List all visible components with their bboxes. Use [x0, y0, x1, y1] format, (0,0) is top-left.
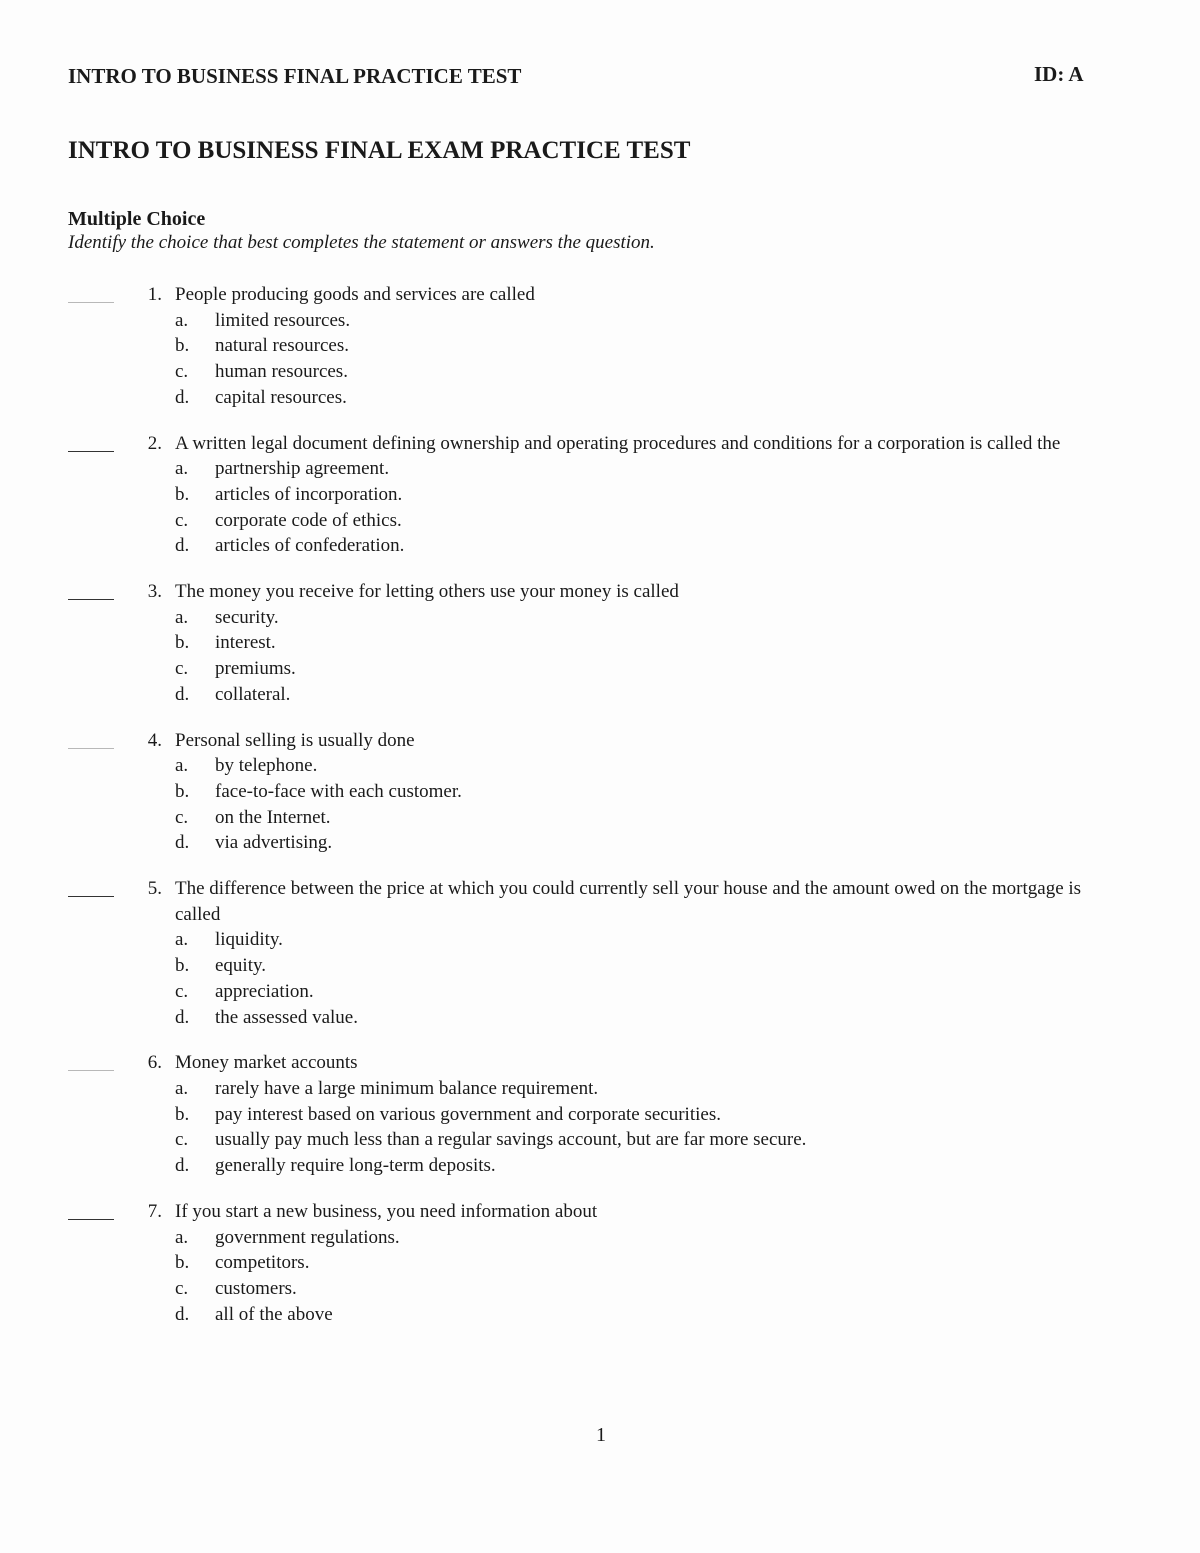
choice-a [175, 308, 1200, 334]
choice-text: competitors. [215, 1252, 310, 1274]
answer-blank[interactable] [68, 1070, 114, 1071]
choice-letter: c. [175, 1277, 189, 1299]
choice-letter: a. [175, 1077, 189, 1099]
choice-letter: b. [175, 955, 190, 977]
answer-blank[interactable] [68, 451, 114, 452]
question-2 [0, 431, 1200, 560]
choice-letter: c. [175, 806, 189, 828]
choice-c [175, 1276, 1200, 1302]
question-4 [0, 728, 1200, 857]
question-stem: If you start a new business, you need information about [175, 1200, 598, 1222]
choice-text: premiums. [215, 658, 296, 680]
choice-text: security. [215, 606, 279, 628]
choice-c [175, 805, 1200, 831]
question-number: 5. [147, 878, 162, 900]
question-3 [0, 579, 1200, 708]
choice-b [175, 953, 1200, 979]
choice-text: limited resources. [215, 309, 351, 331]
choice-letter: a. [175, 458, 189, 480]
choice-letter: b. [175, 780, 190, 802]
choice-c [175, 656, 1200, 682]
choice-text: face-to-face with each customer. [215, 780, 462, 802]
choice-text: interest. [215, 632, 276, 654]
choice-d [175, 830, 1200, 856]
choice-text: all of the above [215, 1303, 333, 1325]
choice-text: pay interest based on various government and corporate securities. [215, 1103, 721, 1125]
choice-d [175, 1005, 1200, 1031]
choice-b [175, 1102, 1200, 1128]
answer-blank[interactable] [68, 1219, 114, 1220]
question-6 [0, 1050, 1200, 1179]
choice-a [175, 1076, 1200, 1102]
choice-letter: c. [175, 361, 189, 383]
choice-text: by telephone. [215, 755, 318, 777]
choice-letter: d. [175, 683, 190, 705]
choice-text: capital resources. [215, 386, 347, 408]
header-id-label: ID: A [1034, 62, 1084, 86]
choice-text: the assessed value. [215, 1006, 358, 1028]
answer-blank[interactable] [68, 599, 114, 600]
answer-blank[interactable] [68, 748, 114, 749]
choice-text: equity. [215, 955, 267, 977]
choice-text: collateral. [215, 683, 291, 705]
choice-text: government regulations. [215, 1226, 400, 1248]
question-stem: The difference between the price at which you could currently sell your house and the amount owed on the mortgage is called [175, 878, 1082, 925]
choice-text: human resources. [215, 361, 348, 383]
question-stem: A written legal document defining ownership and operating procedures and conditions for a corporation is called the [175, 432, 1061, 454]
choice-text: natural resources. [215, 335, 349, 357]
choice-letter: c. [175, 658, 189, 680]
question-stem: Money market accounts [175, 1052, 358, 1074]
choice-letter: b. [175, 483, 190, 505]
choice-text: articles of incorporation. [215, 483, 403, 505]
question-7 [0, 1199, 1200, 1328]
question-number: 6. [147, 1052, 162, 1074]
section-instructions: Identify the choice that best completes the statement or answers the question. [68, 232, 655, 253]
choice-a [175, 927, 1200, 953]
question-1 [0, 282, 1200, 411]
choice-text: rarely have a large minimum balance requirement. [215, 1077, 599, 1099]
choice-b [175, 1250, 1200, 1276]
page-number: 1 [596, 1424, 606, 1446]
choice-letter: d. [175, 1303, 190, 1325]
choice-letter: a. [175, 606, 189, 628]
running-header: INTRO TO BUSINESS FINAL PRACTICE TEST [68, 64, 522, 88]
question-number: 7. [147, 1200, 162, 1222]
choice-d [175, 682, 1200, 708]
choice-text: via advertising. [215, 832, 333, 854]
choice-text: liquidity. [215, 929, 283, 951]
choice-letter: a. [175, 1226, 189, 1248]
question-number: 3. [147, 581, 162, 603]
question-stem: The money you receive for letting others use your money is called [175, 581, 679, 603]
choice-text: partnership agreement. [215, 458, 390, 480]
choice-letter: d. [175, 386, 190, 408]
choice-b [175, 779, 1200, 805]
choice-text: articles of confederation. [215, 535, 405, 557]
choice-d [175, 385, 1200, 411]
choice-b [175, 630, 1200, 656]
choice-c [175, 508, 1200, 534]
choice-letter: c. [175, 509, 189, 531]
choice-b [175, 482, 1200, 508]
choice-text: customers. [215, 1277, 297, 1299]
choice-letter: d. [175, 535, 190, 557]
question-stem: People producing goods and services are called [175, 284, 535, 305]
choice-text: appreciation. [215, 980, 314, 1002]
choice-letter: a. [175, 755, 189, 777]
question-5 [0, 876, 1200, 1030]
choice-c [175, 359, 1200, 385]
choice-text: on the Internet. [215, 806, 331, 828]
choice-d [175, 1153, 1200, 1179]
choice-b [175, 333, 1200, 359]
section-heading: Multiple Choice [68, 208, 206, 230]
choice-letter: d. [175, 832, 190, 854]
question-number: 1. [147, 284, 162, 305]
choice-text: usually pay much less than a regular savings account, but are far more secure. [215, 1129, 807, 1151]
choice-c [175, 979, 1200, 1005]
choice-a [175, 456, 1200, 482]
choice-text: corporate code of ethics. [215, 509, 402, 531]
choice-letter: d. [175, 1155, 190, 1177]
choice-d [175, 1302, 1200, 1328]
choice-a [175, 753, 1200, 779]
choice-letter: d. [175, 1006, 190, 1028]
page-title: INTRO TO BUSINESS FINAL EXAM PRACTICE TEST [68, 137, 691, 164]
choice-a [175, 605, 1200, 631]
question-number: 2. [147, 432, 162, 454]
answer-blank[interactable] [68, 302, 114, 303]
question-list [0, 282, 1200, 1347]
choice-letter: b. [175, 1103, 190, 1125]
choice-letter: a. [175, 309, 189, 331]
choice-letter: b. [175, 335, 190, 357]
choice-letter: a. [175, 929, 189, 951]
choice-letter: c. [175, 980, 189, 1002]
choice-letter: b. [175, 1252, 190, 1274]
answer-blank[interactable] [68, 896, 114, 897]
choice-d [175, 533, 1200, 559]
question-number: 4. [147, 729, 162, 751]
choice-text: generally require long-term deposits. [215, 1155, 496, 1177]
choice-c [175, 1127, 1200, 1153]
choice-letter: b. [175, 632, 190, 654]
choice-a [175, 1225, 1200, 1251]
question-stem: Personal selling is usually done [175, 729, 415, 751]
choice-letter: c. [175, 1129, 189, 1151]
